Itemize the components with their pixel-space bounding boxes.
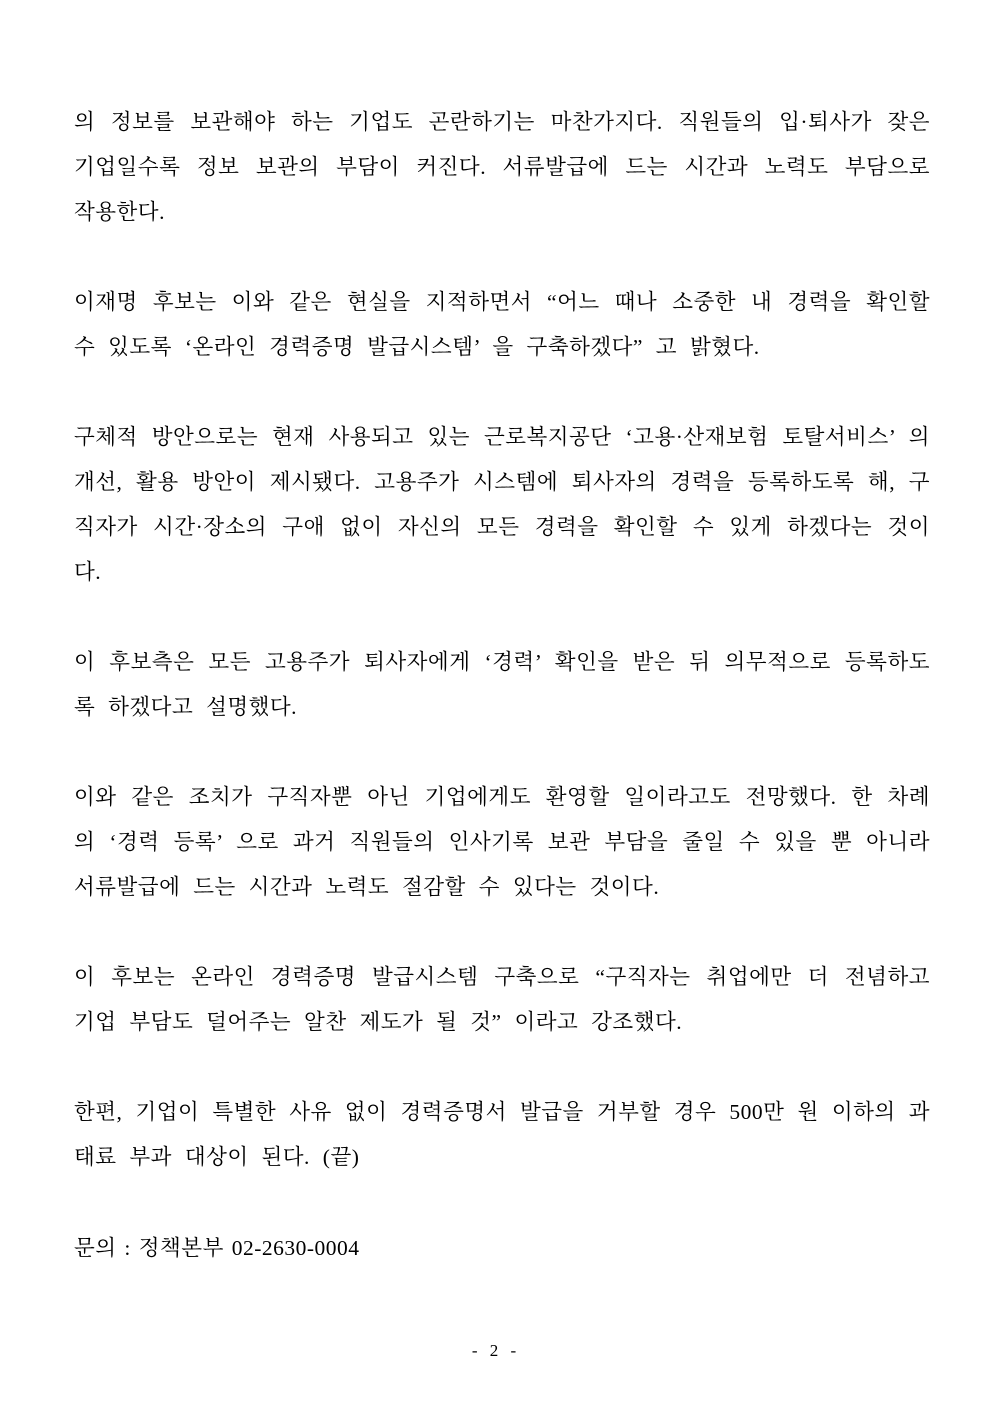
paragraph-4: 이 후보측은 모든 고용주가 퇴사자에게 ‘경력’ 확인을 받은 뒤 의무적으로 등록하도록 하겠다고 설명했다. — [74, 650, 930, 719]
contact-line: 문의 : 정책본부 02-2630-0004 — [74, 1236, 360, 1260]
paragraph-2: 이재명 후보는 이와 같은 현실을 지적하면서 “어느 때나 소중한 내 경력을 확인할 수 있도록 ‘온라인 경력증명 발급시스템’ 을 구축하겠다” 고 밝혔다. — [74, 290, 930, 359]
paragraph-7: 한편, 기업이 특별한 사유 없이 경력증명서 발급을 거부할 경우 500만 원 이하의 과태료 부과 대상이 된다. (끝) — [74, 1100, 930, 1169]
page-number: - 2 - — [471, 1341, 521, 1360]
paragraph-5: 이와 같은 조치가 구직자뿐 아닌 기업에게도 환영할 일이라고도 전망했다. 한 차례의 ‘경력 등록’ 으로 과거 직원들의 인사기록 보관 부담을 줄일 수 있을 뿐 아니라 서류발급에 드는 시간과 노력도 절감할 수 있다는 것이다. — [74, 785, 930, 899]
paragraph-1: 의 정보를 보관해야 하는 기업도 곤란하기는 마찬가지다. 직원들의 입·퇴사가 잦은 기업일수록 정보 보관의 부담이 커진다. 서류발급에 드는 시간과 노력도 부담으로 작용한다. — [74, 110, 930, 224]
paragraph-6: 이 후보는 온라인 경력증명 발급시스템 구축으로 “구직자는 취업에만 더 전념하고 기업 부담도 덜어주는 알찬 제도가 될 것” 이라고 강조했다. — [74, 965, 930, 1034]
paragraph-3: 구체적 방안으로는 현재 사용되고 있는 근로복지공단 ‘고용·산재보험 토탈서비스’ 의 개선, 활용 방안이 제시됐다. 고용주가 시스템에 퇴사자의 경력을 등록하도록 해, 구직자가 시간·장소의 구애 없이 자신의 모든 경력을 확인할 수 있게 하겠다는 것이다. — [74, 425, 930, 584]
